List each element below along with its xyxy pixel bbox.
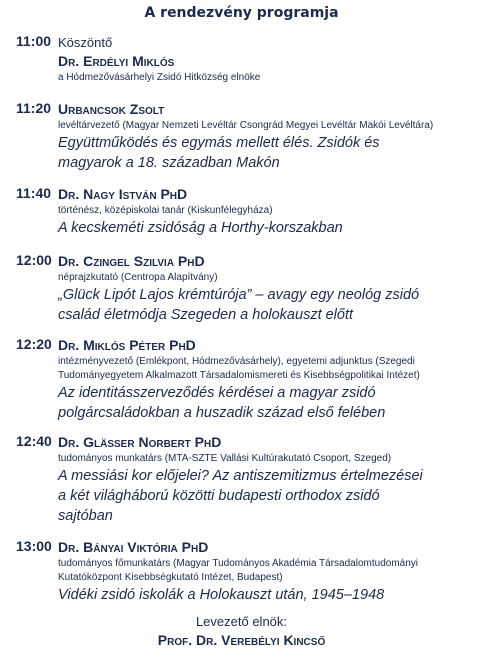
program-heading: A rendezvény programja <box>144 5 339 21</box>
program-time: 13:00 <box>16 538 52 554</box>
program-time: 12:20 <box>16 336 52 352</box>
speaker-role: néprajzkutató (Centropa Alapítvány) <box>58 272 218 283</box>
talk-title: A messiási kor előjelei? Az antiszemitizmus értelmezései a két világháború közötti budapesti orthodox zsidó sajtóban <box>58 468 423 524</box>
speaker-name: Urbancsok Zsolt <box>58 101 165 117</box>
program-time: 11:20 <box>16 100 52 116</box>
program-content <box>58 433 478 526</box>
speaker-name: Dr. Bányai Viktória PhD <box>58 539 209 555</box>
speaker-role: tudományos főmunkatárs (Magyar Tudományos Akadémia Társadalomtudományi Kutatóközpont Kisebbségkutató Intézet, Budapest) <box>58 558 418 583</box>
chair-name: Prof. Dr. Verebélyi Kincső <box>157 632 326 648</box>
talk-title: A kecskeméti zsidóság a Horthy-korszakban <box>58 220 343 236</box>
program-time: 11:00 <box>16 33 52 49</box>
chair-label: Levezető elnök: <box>195 614 288 629</box>
speaker-role: levéltárvezető (Magyar Nemzeti Levéltár Csongrád Megyei Levéltár Makói Levéltára) <box>58 120 434 131</box>
opening-label: Köszöntő <box>58 35 113 50</box>
speaker-name: Dr. Nagy István PhD <box>58 186 188 202</box>
speaker-name: Dr. Glässer Norbert PhD <box>58 434 222 450</box>
speaker-name: Dr. Erdélyi Miklós <box>58 53 175 69</box>
program-content <box>58 185 478 238</box>
talk-title: Az identitásszerveződés kérdései a magyar zsidó polgárcsaládokban a huszadik század első felében <box>58 385 386 421</box>
program-content <box>58 100 478 173</box>
program-content <box>58 252 478 325</box>
speaker-role: tudományos munkatárs (MTA-SZTE Vallási Kultúrakutató Csoport, Szeged) <box>58 453 392 464</box>
speaker-role: intézményvezető (Emlékpont, Hódmezővásárhely), egyetemi adjunktus (Szegedi Tudományegyetem Alkalmazott Társadalomismereti és Kisebbségpolitikai Intézet) <box>58 356 420 381</box>
program-content <box>58 538 478 605</box>
program-content <box>58 33 478 85</box>
program-time: 12:40 <box>16 433 52 449</box>
program-content <box>58 336 478 423</box>
program-time: 12:00 <box>16 252 52 268</box>
program-time: 11:40 <box>16 185 52 201</box>
speaker-role: a Hódmezővásárhelyi Zsidó Hitközség elnöke <box>58 72 261 83</box>
speaker-name: Dr. Miklós Péter PhD <box>58 337 196 353</box>
speaker-role: történész, középiskolai tanár (Kiskunfélegyháza) <box>58 205 273 216</box>
speaker-name: Dr. Czingel Szilvia PhD <box>58 253 205 269</box>
talk-title: Együttműködés és egymás mellett élés. Zsidók és magyarok a 18. században Makón <box>58 135 380 171</box>
talk-title: Vidéki zsidó iskolák a Holokauszt után, 1945–1948 <box>58 587 385 603</box>
talk-title: „Glück Lipót Lajos krémtúrója” – avagy egy neológ zsidó család életmódja Szegeden a holokauszt előtt <box>58 287 420 323</box>
